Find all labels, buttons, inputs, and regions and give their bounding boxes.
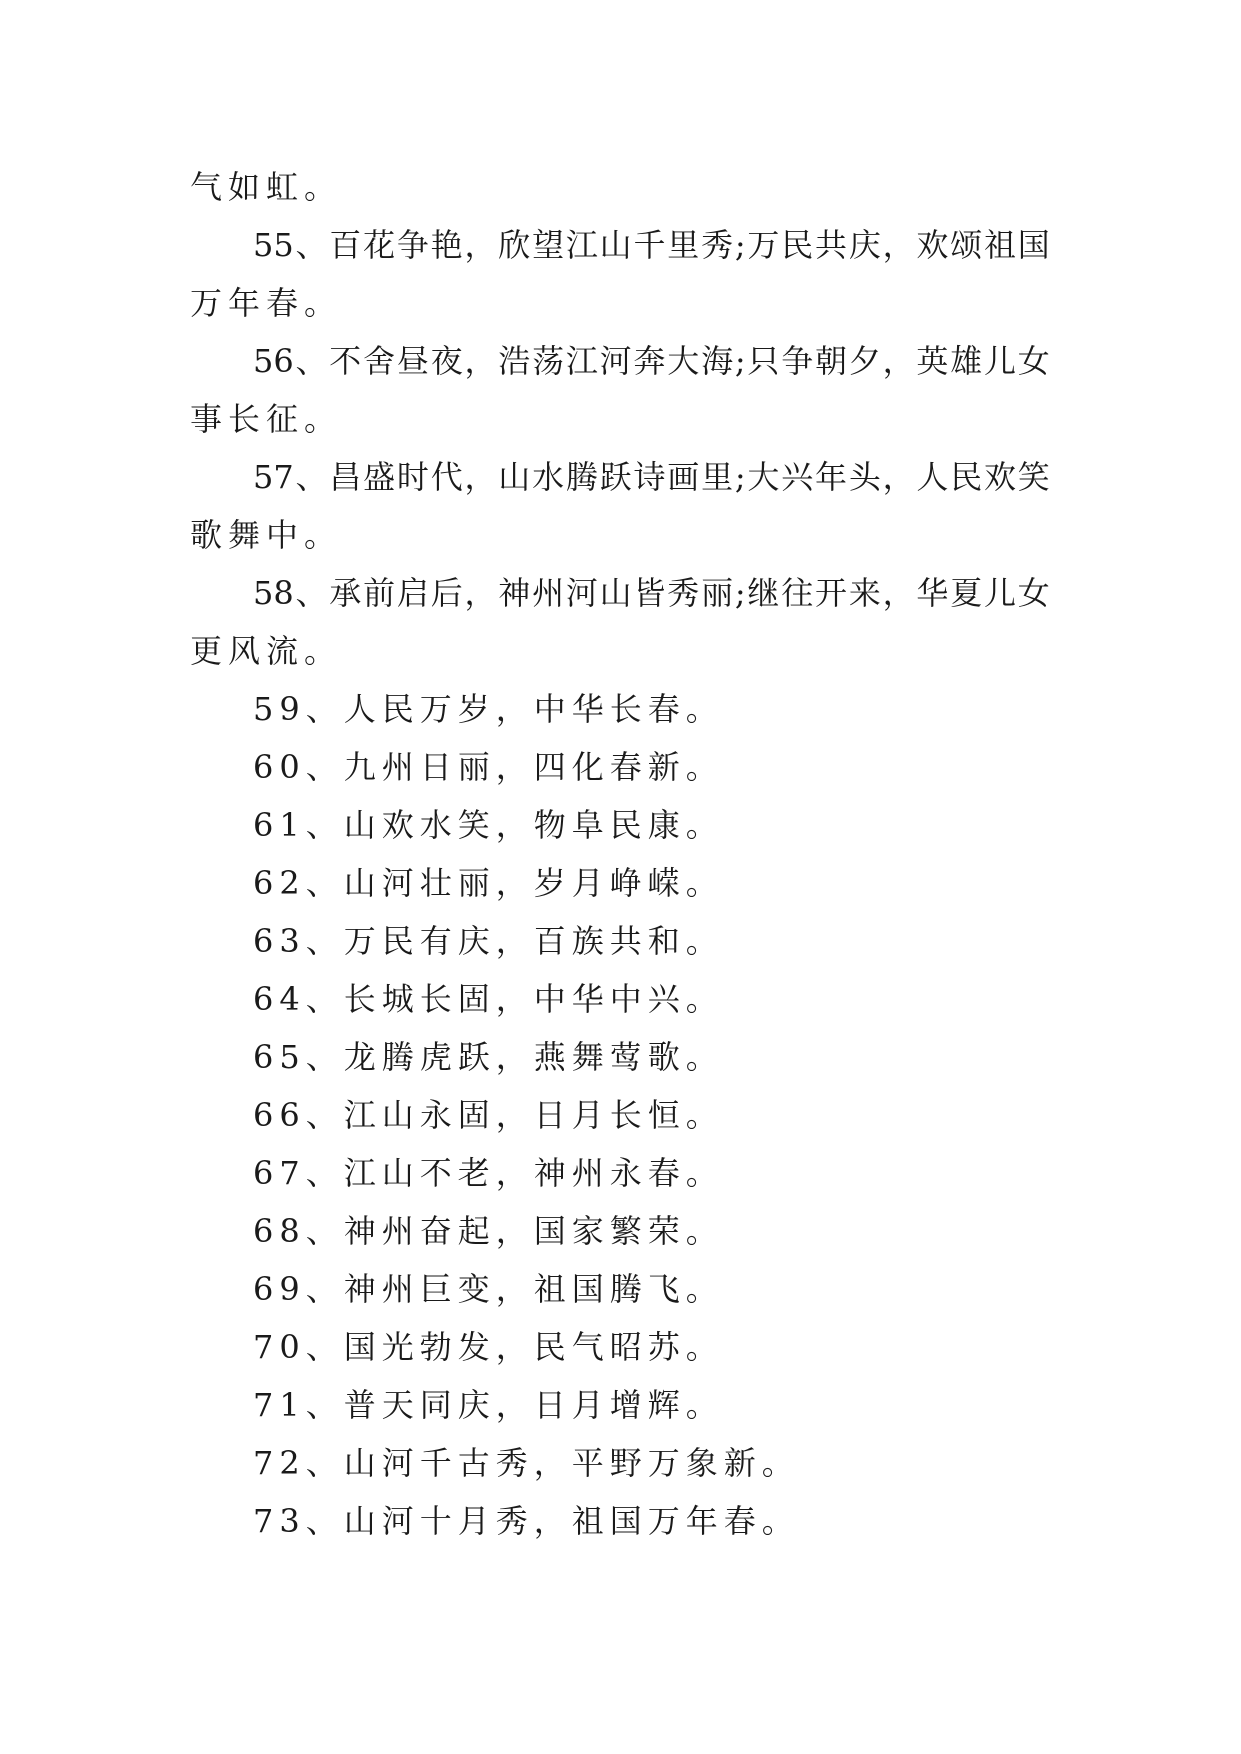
paragraph-continuation-line: 歌舞中。 xyxy=(190,516,343,554)
paragraph-first-line: 58 、 承 前 启 后 ， 神 州 河 山 皆 秀 丽 ; 继 往 开 来 ， 华 夏 儿 女 xyxy=(253,574,1050,612)
paragraph-first-line: 69、神州巨变，祖国腾飞。 xyxy=(253,1270,724,1308)
paragraph-first-line: 56 、 不 舍 昼 夜 ， 浩 荡 江 河 奔 大 海 ; 只 争 朝 夕 ， 英 雄 儿 女 xyxy=(253,342,1050,380)
paragraph-first-line: 65、龙腾虎跃，燕舞莺歌。 xyxy=(253,1038,724,1076)
paragraph-first-line: 63、万民有庆，百族共和。 xyxy=(253,922,724,960)
paragraph-first-line: 57 、 昌 盛 时 代 ， 山 水 腾 跃 诗 画 里 ; 大 兴 年 头 ， 人 民 欢 笑 xyxy=(253,458,1050,496)
paragraph-first-line: 72、山河千古秀，平野万象新。 xyxy=(253,1444,800,1482)
document-body xyxy=(190,158,1050,1550)
paragraph-first-line: 68、神州奋起，国家繁荣。 xyxy=(253,1212,724,1250)
paragraph-first-line: 61、山欢水笑，物阜民康。 xyxy=(253,806,724,844)
paragraph-continuation-line: 事长征。 xyxy=(190,400,343,438)
paragraph-first-line: 67、江山不老，神州永春。 xyxy=(253,1154,724,1192)
paragraph-continuation-line: 气如虹。 xyxy=(190,168,343,206)
paragraph-first-line: 73、山河十月秀，祖国万年春。 xyxy=(253,1502,800,1540)
paragraph-first-line: 55 、 百 花 争 艳 ， 欣 望 江 山 千 里 秀 ; 万 民 共 庆 ， 欢 颂 祖 国 xyxy=(253,226,1050,264)
paragraph-first-line: 66、江山永固，日月长恒。 xyxy=(253,1096,724,1134)
paragraph-first-line: 62、山河壮丽，岁月峥嵘。 xyxy=(253,864,724,902)
paragraph-first-line: 64、长城长固，中华中兴。 xyxy=(253,980,724,1018)
paragraph-first-line: 60、九州日丽，四化春新。 xyxy=(253,748,724,786)
paragraph-first-line: 71、普天同庆，日月增辉。 xyxy=(253,1386,724,1424)
paragraph-continuation-line: 万年春。 xyxy=(190,284,343,322)
paragraph-first-line: 59、人民万岁，中华长春。 xyxy=(253,690,724,728)
paragraph-first-line: 70、国光勃发，民气昭苏。 xyxy=(253,1328,724,1366)
paragraph-continuation-line: 更风流。 xyxy=(190,632,343,670)
